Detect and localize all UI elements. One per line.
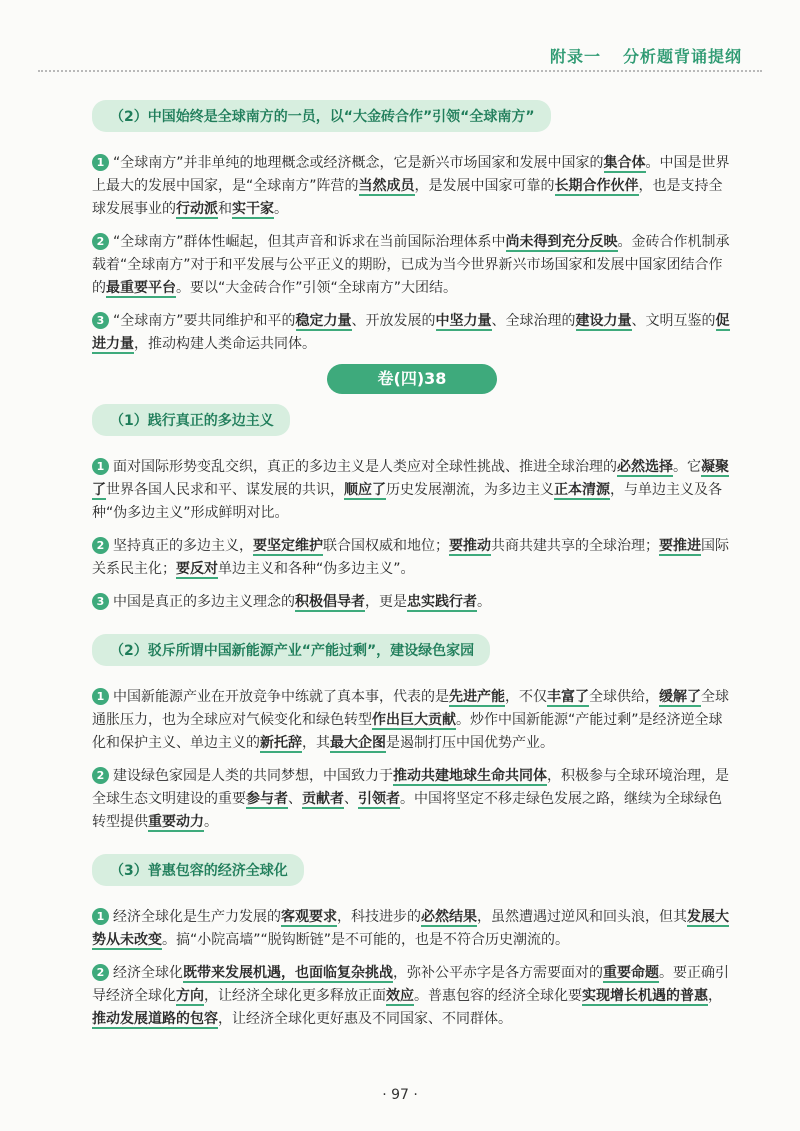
point-number-badge: 1: [92, 908, 109, 925]
key-term: 缓解了: [659, 689, 701, 705]
key-term: 必然结果: [421, 909, 477, 925]
paragraph-2: 2 坚持真正的多边主义，要坚定维护联合国权威和地位；要推动共商共建共享的全球治理；要推进国际关系民主化；要反对单边主义和各种“伪多边主义”。: [92, 538, 729, 577]
key-term: 实干家: [232, 201, 274, 217]
page-content: [92, 100, 732, 1031]
point-number-badge: 2: [92, 233, 109, 250]
key-term: 要推动: [449, 538, 491, 554]
key-term: 行动派: [176, 201, 218, 217]
key-term: 长期合作伙伴: [554, 178, 639, 194]
appendix-label: 附录一: [549, 47, 601, 66]
key-term: 集合体: [603, 155, 646, 171]
key-term: 积极倡导者: [295, 594, 365, 610]
paragraph-1: 1 经济全球化是生产力发展的客观要求，科技进步的必然结果，虽然遭遇过逆风和回头浪，但其发展大势从未改变。搞“小院高墙”“脱钩断链”是不可能的，也是不符合历史潮流的。: [92, 909, 729, 948]
key-term: 促进力量: [92, 313, 730, 352]
key-term: 效应: [386, 988, 414, 1004]
paragraph-2: 2 经济全球化既带来发展机遇，也面临复杂挑战，弥补公平赤字是各方需要面对的重要命题。要正确引导经济全球化方向，让经济全球化更多释放正面效应。普惠包容的经济全球化要实现增长机遇的普惠，推动发展道路的包容，让经济全球化更好惠及不同国家、不同群体。: [92, 965, 729, 1027]
key-term: 推动发展道路的包容: [92, 1011, 218, 1027]
key-term: 中坚力量: [435, 313, 492, 329]
key-term: 必然选择: [617, 459, 673, 475]
key-term: 参与者: [246, 791, 288, 807]
section-title-new-energy: （2）驳斥所谓中国新能源产业“产能过剩”，建设绿色家园: [92, 634, 490, 666]
key-term: 先进产能: [449, 689, 505, 705]
key-term: 既带来发展机遇，也面临复杂挑战: [183, 965, 393, 981]
point-number-badge: 2: [92, 537, 109, 554]
key-term: 客观要求: [281, 909, 337, 925]
paragraph-2: 2 建设绿色家园是人类的共同梦想，中国致力于推动共建地球生命共同体，积极参与全球环境治理，是全球生态文明建设的重要参与者、贡献者、引领者。中国将坚定不移走绿色发展之路，继续为全球绿色转型提供重要动力。: [92, 768, 729, 830]
section-title-globalization: （3）普惠包容的经济全球化: [92, 854, 304, 886]
key-term: 推动共建地球生命共同体: [393, 768, 547, 784]
key-term: 顺应了: [344, 482, 386, 498]
key-term: 正本清源: [554, 482, 610, 498]
point-number-badge: 1: [92, 688, 109, 705]
key-term: 引领者: [358, 791, 400, 807]
key-term: 凝聚了: [92, 459, 729, 498]
key-term: 尚未得到充分反映: [505, 234, 618, 250]
key-term: 要反对: [176, 561, 218, 577]
point-number-badge: 2: [92, 767, 109, 784]
key-term: 忠实践行者: [407, 594, 477, 610]
paragraph-3: 3 中国是真正的多边主义理念的积极倡导者，更是忠实践行者。: [92, 591, 732, 614]
point-number-badge: 1: [92, 458, 109, 475]
key-term: 当然成员: [358, 178, 415, 194]
paragraph-1: 1 中国新能源产业在开放竞争中练就了真本事，代表的是先进产能，不仅丰富了全球供给，缓解了全球通胀压力，也为全球应对气候变化和绿色转型作出巨大贡献。炒作中国新能源“产能过剩”是经济逆全球化和保护主义、单边主义的新托辞，其最大企图是遏制打压中国优势产业。: [92, 689, 729, 751]
key-term: 最大企图: [330, 735, 386, 751]
key-term: 新托辞: [260, 735, 302, 751]
page-number: · 97 ·: [382, 1087, 418, 1103]
section-title-multilateralism: （1）践行真正的多边主义: [92, 404, 290, 436]
section-title-global-south: （2）中国始终是全球南方的一员，以“大金砖合作”引领“全球南方”: [92, 100, 551, 132]
key-term: 方向: [176, 988, 204, 1004]
key-term: 丰富了: [547, 689, 589, 705]
paragraph-1: 1 面对国际形势变乱交织，真正的多边主义是人类应对全球性挑战、推进全球治理的必然选择。它凝聚了世界各国人民求和平、谋发展的共识，顺应了历史发展潮流，为多边主义正本清源，与单边主义及各种“伪多边主义”形成鲜明对比。: [92, 459, 729, 521]
paragraph-1: 1 “全球南方”并非单纯的地理概念或经济概念，它是新兴市场国家和发展中国家的集合体。中国是世界上最大的发展中国家，是“全球南方”阵营的当然成员，是发展中国家可靠的长期合作伙伴，也是支持全球发展事业的行动派和实干家。: [92, 155, 730, 217]
point-number-badge: 3: [92, 593, 109, 610]
header-divider: [38, 70, 762, 72]
exam-paper-banner: 卷(四)38: [327, 364, 497, 394]
key-term: 重要动力: [148, 814, 204, 830]
point-number-badge: 1: [92, 154, 109, 171]
key-term: 要推进: [659, 538, 701, 554]
key-term: 发展大势从未改变: [92, 909, 729, 948]
key-term: 最重要平台: [106, 280, 176, 296]
paragraph-3: 3 “全球南方”要共同维护和平的稳定力量、开放发展的中坚力量、全球治理的建设力量、文明互鉴的促进力量，推动构建人类命运共同体。: [92, 313, 730, 352]
point-number-badge: 2: [92, 964, 109, 981]
key-term: 贡献者: [302, 791, 344, 807]
key-term: 重要命题: [603, 965, 659, 981]
paragraph-2: 2 “全球南方”群体性崛起，但其声音和诉求在当前国际治理体系中尚未得到充分反映。金砖合作机制承载着“全球南方”对于和平发展与公平正义的期盼，已成为当今世界新兴市场国家和发展中国家团结合作的最重要平台。要以“大金砖合作”引领“全球南方”大团结。: [92, 234, 730, 296]
point-number-badge: 3: [92, 312, 109, 329]
key-term: 稳定力量: [295, 313, 352, 329]
key-term: 实现增长机遇的普惠: [582, 988, 708, 1004]
key-term: 作出巨大贡献: [372, 712, 456, 728]
key-term: 建设力量: [575, 313, 632, 329]
running-header: [550, 44, 742, 67]
key-term: 要坚定维护: [253, 538, 323, 554]
appendix-title: 分析题背诵提纲: [622, 47, 742, 66]
